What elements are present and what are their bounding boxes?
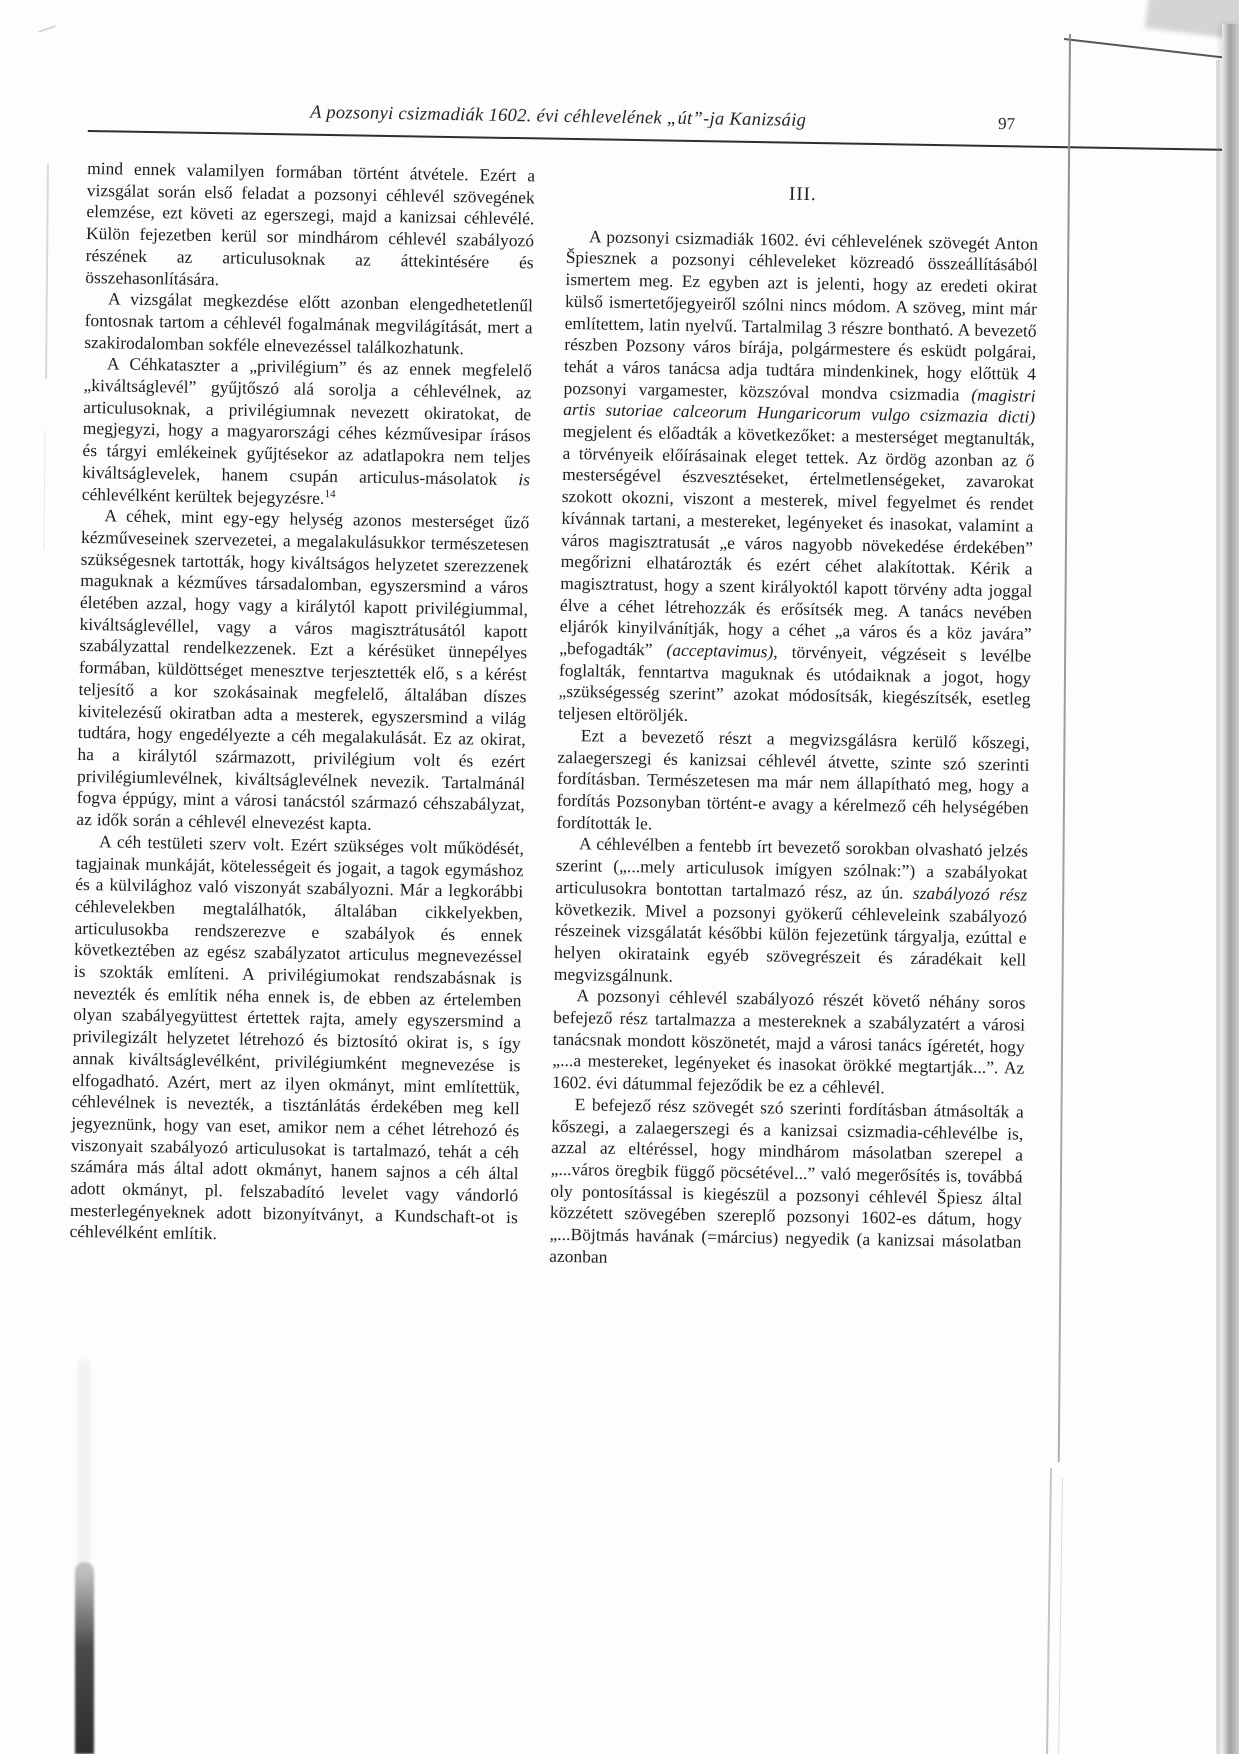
text-segment: (acceptavimus) [666,639,774,662]
paragraph [556,725,1030,841]
scan-corner-shadow [1145,0,1239,44]
text-segment: A céhlevélben a fentebb írt bevezető sorokban olvasható jelzés szerint („...mely articulusok imígyen szólnak:”) a szabályokat articulusokra bontottan tartalmazó rész, az ún. [555,833,1029,903]
scan-spine-smudge [78,1360,90,1570]
scan-page-corner-edge [1064,38,1239,61]
printed-content [2,0,1172,1267]
running-header-title: A pozsonyi csizmadiák 1602. évi céhlevelének „út”-ja Kanizsáig [309,102,807,131]
scan-spine-shadow [75,1562,94,1754]
text-segment: A pozsonyi csizmadiák 1602. évi céhlevelének szövegét Anton Špiesznek a pozsonyi céhleveleket közreadó összeállításából ismertem meg. Ez egyben azt is jelenti, hogy az eredeti okirat külső ismertetőjegyeiről szólni nincs módom. A szöveg, mint már említettem, latin nyelvű. Tartalmilag 3 részre bontható. A bevezető részben Pozsony város bírája, polgármestere és esküdt polgárai, tehát a város tanácsa adja tudtára mindenkinek, hogy előttük 4 pozsonyi vargamester, közszóval mondva csizmadia [563,225,1039,405]
left-column [69,158,535,1267]
text-segment: is [518,468,531,490]
paragraph [82,353,532,512]
text-segment: E befejező rész szövegét szó szerinti fordításban átmásolták a kőszegi, a zalaegerszegi és a kanizsai csizmadia-céhlevélbe is, azzal az eltéréssel, hogy mindhárom másolatban szerepel a „...város öregbik függő pöcsétével...” való megerősítés is, továbbá oly pontosítással is kiegészül a pozsonyi céhlevél Špiesz által közzétett szövegében szereplő pozsonyi 1602-es dátum, hogy „...Böjtmás havának (=március) negyedik (a kanizsai másolatban azonban [549,1094,1024,1267]
header-rule [88,130,1230,151]
text-segment: , törvényeit, végzéseit s levélbe foglalták, fenntartva maguknak és utódaiknak a jogot, hogy „szükségesség szerint” azokat módosítsák, kiegészítsék, esetleg teljesen eltöröljék. [558,641,1032,726]
scan-page-edge-line [1058,34,1071,1462]
paragraph [76,505,529,838]
text-segment: következik. Mivel a pozsonyi gyökerű céhleveleink szabályozó részeinek vizsgálatát későbbi külön fejezetünk tárgyalja, ezúttal e helyen okirataink egyéb szövegrészeit és záradékait kell megvizsgálnunk. [553,898,1028,986]
text-segment: céhlevélként kerültek bejegyzésre. [81,483,325,508]
scan-bottom-right-line [1046,1468,1052,1754]
paragraph [552,985,1026,1101]
scan-right-edge-streak [1216,60,1220,1754]
paragraph [558,226,1038,733]
text-segment: A pozsonyi céhlevél szabályozó részét követő néhány soros befejező rész tartalmazza a mestereknek a szabályzatért a városi tanácsnak mondott köszönetét, majd a városi tanács ígéretét, hogy „...a mestereket, legényeket és inasokat örökké megtartják...”. Az 1602. évi dátummal fejeződik be ez a céhlevél. [551,985,1026,1098]
scan-bottom-right-line [1058,1478,1063,1754]
text-segment: A céhek, mint egy-egy helység azonos mesterséget űző kézműveseinek szervezetei, a megalakulásukkor természetesen szükségesnek tartották, hogy kiváltságos helyzetet szerezzenek maguknak a kézműves társadalomban, egyszersmind a város életében azzal, hogy vagy a királytól kapott privilégiummal, kiváltságlevéllel, vagy a város magisztrátusától kapott szabályzattal rendelkezzenek. Ezt a kérésüket ünnepélyes formában, küldöttséget menesztve terjesztették elő, s a kérést teljesítő a kor szokásainak megfelelő, általában díszes kivitelezésű okiratban adta a mesterek, egyszersmind a világ tudtára, hogy engedélyezte a céh megalakulását. Ez az okirat, ha a királytól származott, privilégium volt és ezért privilégiumlevélnek, kiváltságlevélnek nevezik. Tartalmánál fogva éppúgy, mint a városi tanácstól származó céhszabályzat, az idők során a céhlevél elnevezést kapta. [76,505,530,834]
page-number: 97 [997,114,1016,134]
scan-left-margin-mark [45,164,48,379]
right-column-paragraphs [549,226,1038,1275]
right-column [549,166,1039,1275]
text-segment: 14 [324,487,336,500]
two-column-text-block [69,158,1039,1275]
paragraph [84,288,533,361]
text-segment: A vizsgálat megkezdése előtt azonban elengedhetetlenűl fontosnak tartom a céhlevél fogalmának megvilágítását, mert a szakirodalomban sokféle elnevezéssel találkozhatunk. [84,288,534,358]
text-segment: (magistri artis sutoriae calceorum Hungaricorum vulgo csizmazia dicti) [563,384,1036,428]
scan-right-edge-shadow [1222,24,1239,1754]
paragraph [69,831,524,1251]
text-segment: szabályozó rész [912,882,1028,905]
scan-left-margin-mark [43,430,45,550]
text-segment: mind ennek valamilyen formában történt átvétele. Ezért a vizsgálat során első feladat a pozsonyi céhlevél szövegének elemzése, ezt követi az egerszegi, majd a kanizsai céhlevélé. Külön fejezetben kerül sor mindhárom céhlevél szabályozó részének az articulusoknak az áttekintésére és összehasonlítására. [85,157,536,289]
paragraph [554,833,1028,993]
section-heading-roman-numeral: III. [788,183,817,206]
paragraph [85,158,535,296]
paragraph [549,1094,1024,1275]
text-segment: A céh testületi szerv volt. Ezért szükséges volt működését, tagjainak munkáját, kötelességeit és jogait, a tagok egymáshoz és a külvilághoz való viszonyát szabályozni. Már a legkorábbi céhlevelekben megtalálhatók, általában cikkelyekben, articulusokba rendszerezve e szabályok és ennek következtében az egész szabályzatot articulus megnevezéssel is szokták említeni. A privilégiumokat rendszabásnak is nevezték és említik néha ennek is, de ebben az értelemben olyan szabályegyüttest értettek rajta, amely egyszersmind a privilegizált helyzetet létrehozó és biztosító okirat is, s így annak kiváltságlevélként, privilégiumként megnevezése is elfogadható. Azért, mert az ilyen okmányt, mint említettük, céhlevélnek is nevezték, a tisztánlátás érdekében meg kell jegyeznünk, hogy van eset, amikor nem a céhet létrehozó és viszonyait szabályozó articulusokat is tartalmazó, tehát a céh számára más által adott okmányt, hanem sajnos a céh által adott okmányt, pl. felszabadító levelet vagy vándorló mesterlegényeknek adott bizonyítványt, a Kundschaft-ot is céhlevélként említik. [69,831,525,1244]
text-segment: Ezt a bevezető részt a megvizsgálásra kerülő kőszegi, zalaegerszegi és kanizsai céhlevél átvette, szinte szó szerinti fordításban. Természetesen ma már nem állapítható meg, hogy a fordítás Pozsonyban történt-e avagy a kérelmező céh helységében fordították le. [556,725,1030,834]
text-segment: megjelent és előadták a következőket: a mesterséget megtanulták, a törvényeik előírásainak eleget tettek. Az ördög azonban az ő mesterségével észvesztéseket, értelmetlenségeket, zavarokat szokott okozni, viszont a mesterek, mivel fegyelmet és rendet kívánnak tartani, a mestereket, legényeket és inasokat, valamint a város magisztratusát „e város nagyobb növekedése érdekében” megőrizni elhatározták és ezért céhet alakítottak. Kérik a magisztratust, hogy a szent királyoktól kapott törvény adta joggal élve a céhet létrehozzák és erősítsék meg. A tanács nevében eljárók kinyilvánítják, hogy a céhet „a város és a köz javára” „befogadták” [559,420,1036,660]
text-segment: A Céhkataszter a „privilégium” és az ennek megfelelő „kiváltságlevél” gyűjtőszó alá sorolja a céhlevélnek, az articulusoknak, a privilégiumnak nevezett okiratokat, de megjegyzi, hogy a magyarországi céhes kézművesipar írásos és tárgyi emlékeinek gyűjtésekor az adatlapokra nem teljes kiváltságlevelek, hanem csupán articulus-másolatok [82,353,533,489]
scan-top-left-mark [38,25,56,32]
